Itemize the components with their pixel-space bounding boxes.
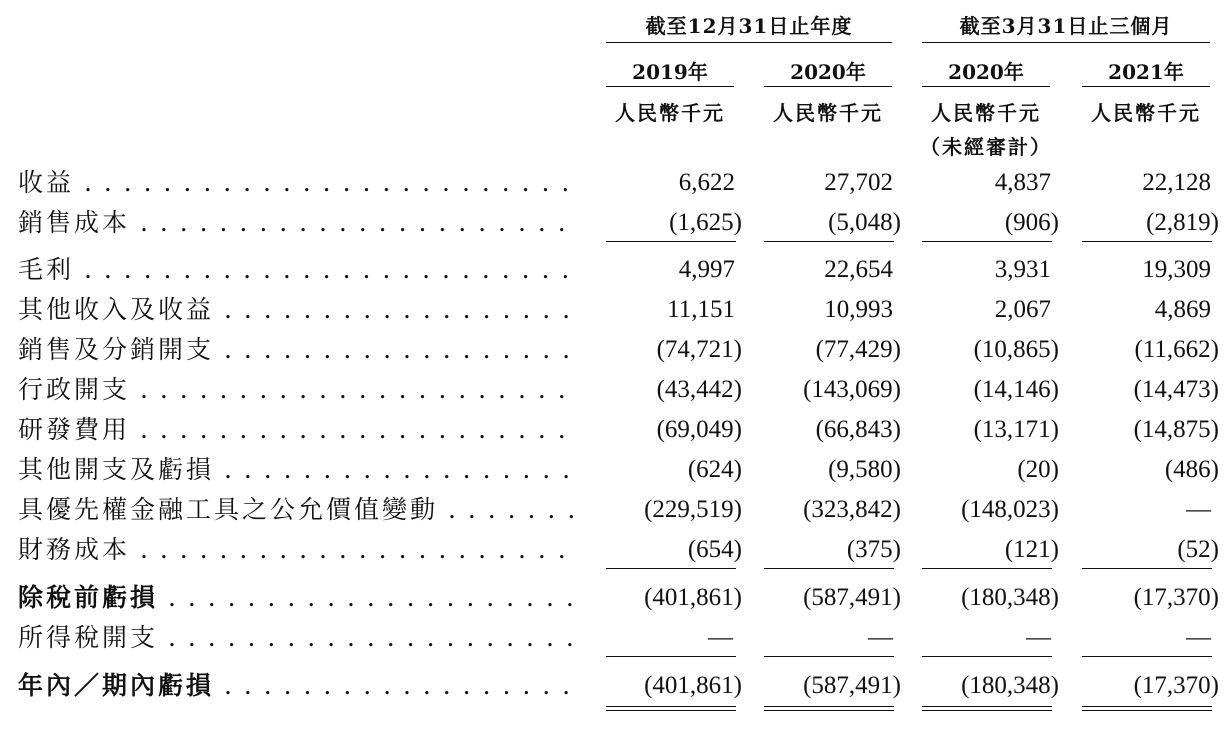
column-year-2020: 2020年 bbox=[790, 60, 866, 84]
cell-value: (375) bbox=[846, 536, 901, 563]
row-label: 銷售及分銷開支 . . . bbox=[18, 334, 578, 366]
cell-value: (43,442) bbox=[656, 376, 742, 403]
column-year-2019: 2019年 bbox=[632, 60, 708, 84]
cell-value: — bbox=[1026, 624, 1051, 651]
cell-value: (587,491) bbox=[803, 672, 901, 699]
subtotal-rule bbox=[606, 241, 736, 242]
cell-value: 4,837 bbox=[994, 169, 1051, 196]
row-label: 年內／期內虧損 . . . bbox=[18, 670, 578, 702]
row-label: 銷售成本 . . . bbox=[18, 207, 578, 239]
cell-value: 3,931 bbox=[994, 256, 1051, 283]
subtotal-rule bbox=[764, 568, 894, 569]
row-label: 毛利 . . . bbox=[18, 254, 578, 286]
cell-value: (486) bbox=[1164, 456, 1219, 483]
cell-value: 11,151 bbox=[667, 296, 735, 323]
cell-value: (401,861) bbox=[644, 584, 742, 611]
column-unit: 人民幣千元 bbox=[773, 101, 883, 125]
subtotal-rule bbox=[606, 568, 736, 569]
table-row-gross-profit bbox=[0, 254, 1228, 286]
cell-value: (143,069) bbox=[803, 376, 901, 403]
column-year-rule bbox=[922, 86, 1050, 87]
cell-value: (52) bbox=[1177, 536, 1219, 563]
table-row-income-tax bbox=[0, 622, 1228, 654]
subtotal-rule bbox=[1082, 656, 1212, 657]
unaudited-note: （未經審計） bbox=[920, 135, 1052, 159]
cell-value: 6,622 bbox=[678, 169, 735, 196]
cell-value: — bbox=[1186, 496, 1211, 523]
column-unit: 人民幣千元 bbox=[931, 101, 1041, 125]
subtotal-rule bbox=[606, 656, 736, 657]
subtotal-rule bbox=[764, 656, 894, 657]
cell-value: (77,429) bbox=[815, 336, 901, 363]
header-group-year-ended: 截至12月31日止年度 bbox=[645, 14, 853, 38]
total-double-rule bbox=[606, 706, 736, 711]
cell-value: (66,843) bbox=[815, 416, 901, 443]
row-label: 除稅前虧損 . . . bbox=[18, 582, 578, 614]
table-row-loss-before-tax bbox=[0, 582, 1228, 614]
row-label: 具優先權金融工具之公允價值變動 . . . bbox=[18, 494, 578, 526]
cell-value: 22,654 bbox=[824, 256, 893, 283]
row-label: 行政開支 . . . bbox=[18, 374, 578, 406]
column-year-rule bbox=[606, 86, 734, 87]
cell-value: (906) bbox=[1004, 209, 1059, 236]
subtotal-rule bbox=[764, 241, 894, 242]
cell-value: (5,048) bbox=[828, 209, 901, 236]
cell-value: (121) bbox=[1004, 536, 1059, 563]
cell-value: (13,171) bbox=[973, 416, 1059, 443]
table-row-loss-for-period bbox=[0, 670, 1228, 702]
column-period-2021: 2021年 bbox=[1108, 60, 1184, 84]
cell-value: 22,128 bbox=[1142, 169, 1211, 196]
cell-value: 10,993 bbox=[824, 296, 893, 323]
cell-value: 27,702 bbox=[824, 169, 893, 196]
cell-value: (180,348) bbox=[961, 584, 1059, 611]
cell-value: (323,842) bbox=[803, 496, 901, 523]
cell-value: (2,819) bbox=[1146, 209, 1219, 236]
cell-value: (401,861) bbox=[644, 672, 742, 699]
table-row-rnd-expenses bbox=[0, 414, 1228, 446]
cell-value: (10,865) bbox=[973, 336, 1059, 363]
total-double-rule bbox=[1082, 706, 1212, 711]
column-unit: 人民幣千元 bbox=[1091, 101, 1201, 125]
cell-value: (14,473) bbox=[1133, 376, 1219, 403]
total-double-rule bbox=[764, 706, 894, 711]
cell-value: 19,309 bbox=[1142, 256, 1211, 283]
subtotal-rule bbox=[1082, 568, 1212, 569]
cell-value: (11,662) bbox=[1134, 336, 1219, 363]
row-label: 其他開支及虧損 . . . bbox=[18, 454, 578, 486]
row-label: 收益 . . . bbox=[18, 167, 578, 199]
cell-value: (1,625) bbox=[669, 209, 742, 236]
cell-value: — bbox=[1186, 624, 1211, 651]
row-label: 財務成本 . . . bbox=[18, 534, 578, 566]
cell-value: 2,067 bbox=[994, 296, 1051, 323]
table-row-selling-expenses bbox=[0, 334, 1228, 366]
cell-value: (587,491) bbox=[803, 584, 901, 611]
column-year-rule bbox=[1082, 86, 1210, 87]
table-row-fair-value-change bbox=[0, 494, 1228, 526]
table-row-cost-of-sales bbox=[0, 207, 1228, 239]
subtotal-rule bbox=[1082, 241, 1212, 242]
header-group-rule bbox=[922, 42, 1210, 43]
column-year-rule bbox=[764, 86, 892, 87]
cell-value: (229,519) bbox=[644, 496, 742, 523]
row-label: 研發費用 . . . bbox=[18, 414, 578, 446]
cell-value: (624) bbox=[687, 456, 742, 483]
cell-value: — bbox=[868, 624, 893, 651]
cell-value: (20) bbox=[1017, 456, 1059, 483]
subtotal-rule bbox=[922, 568, 1052, 569]
cell-value: (180,348) bbox=[961, 672, 1059, 699]
header-group-rule bbox=[606, 42, 892, 43]
column-unit: 人民幣千元 bbox=[615, 101, 725, 125]
cell-value: (17,370) bbox=[1133, 672, 1219, 699]
table-row-revenue bbox=[0, 167, 1228, 199]
subtotal-rule bbox=[922, 241, 1052, 242]
cell-value: (148,023) bbox=[961, 496, 1059, 523]
subtotal-rule bbox=[922, 656, 1052, 657]
column-period-2020: 2020年 bbox=[948, 60, 1024, 84]
cell-value: 4,997 bbox=[678, 256, 735, 283]
table-row-other-income bbox=[0, 294, 1228, 326]
row-label: 其他收入及收益 . . . bbox=[18, 294, 578, 326]
table-row-admin-expenses bbox=[0, 374, 1228, 406]
cell-value: (74,721) bbox=[656, 336, 742, 363]
cell-value: (9,580) bbox=[828, 456, 901, 483]
table-row-finance-costs bbox=[0, 534, 1228, 566]
cell-value: (69,049) bbox=[656, 416, 742, 443]
cell-value: (654) bbox=[687, 536, 742, 563]
cell-value: — bbox=[708, 624, 733, 651]
header-group-three-months: 截至3月31日止三個月 bbox=[959, 14, 1173, 38]
cell-value: (14,146) bbox=[973, 376, 1059, 403]
cell-value: 4,869 bbox=[1154, 296, 1211, 323]
cell-value: (17,370) bbox=[1133, 584, 1219, 611]
row-label: 所得稅開支 . . . bbox=[18, 622, 578, 654]
table-row-other-expenses bbox=[0, 454, 1228, 486]
total-double-rule bbox=[922, 706, 1052, 711]
cell-value: (14,875) bbox=[1133, 416, 1219, 443]
